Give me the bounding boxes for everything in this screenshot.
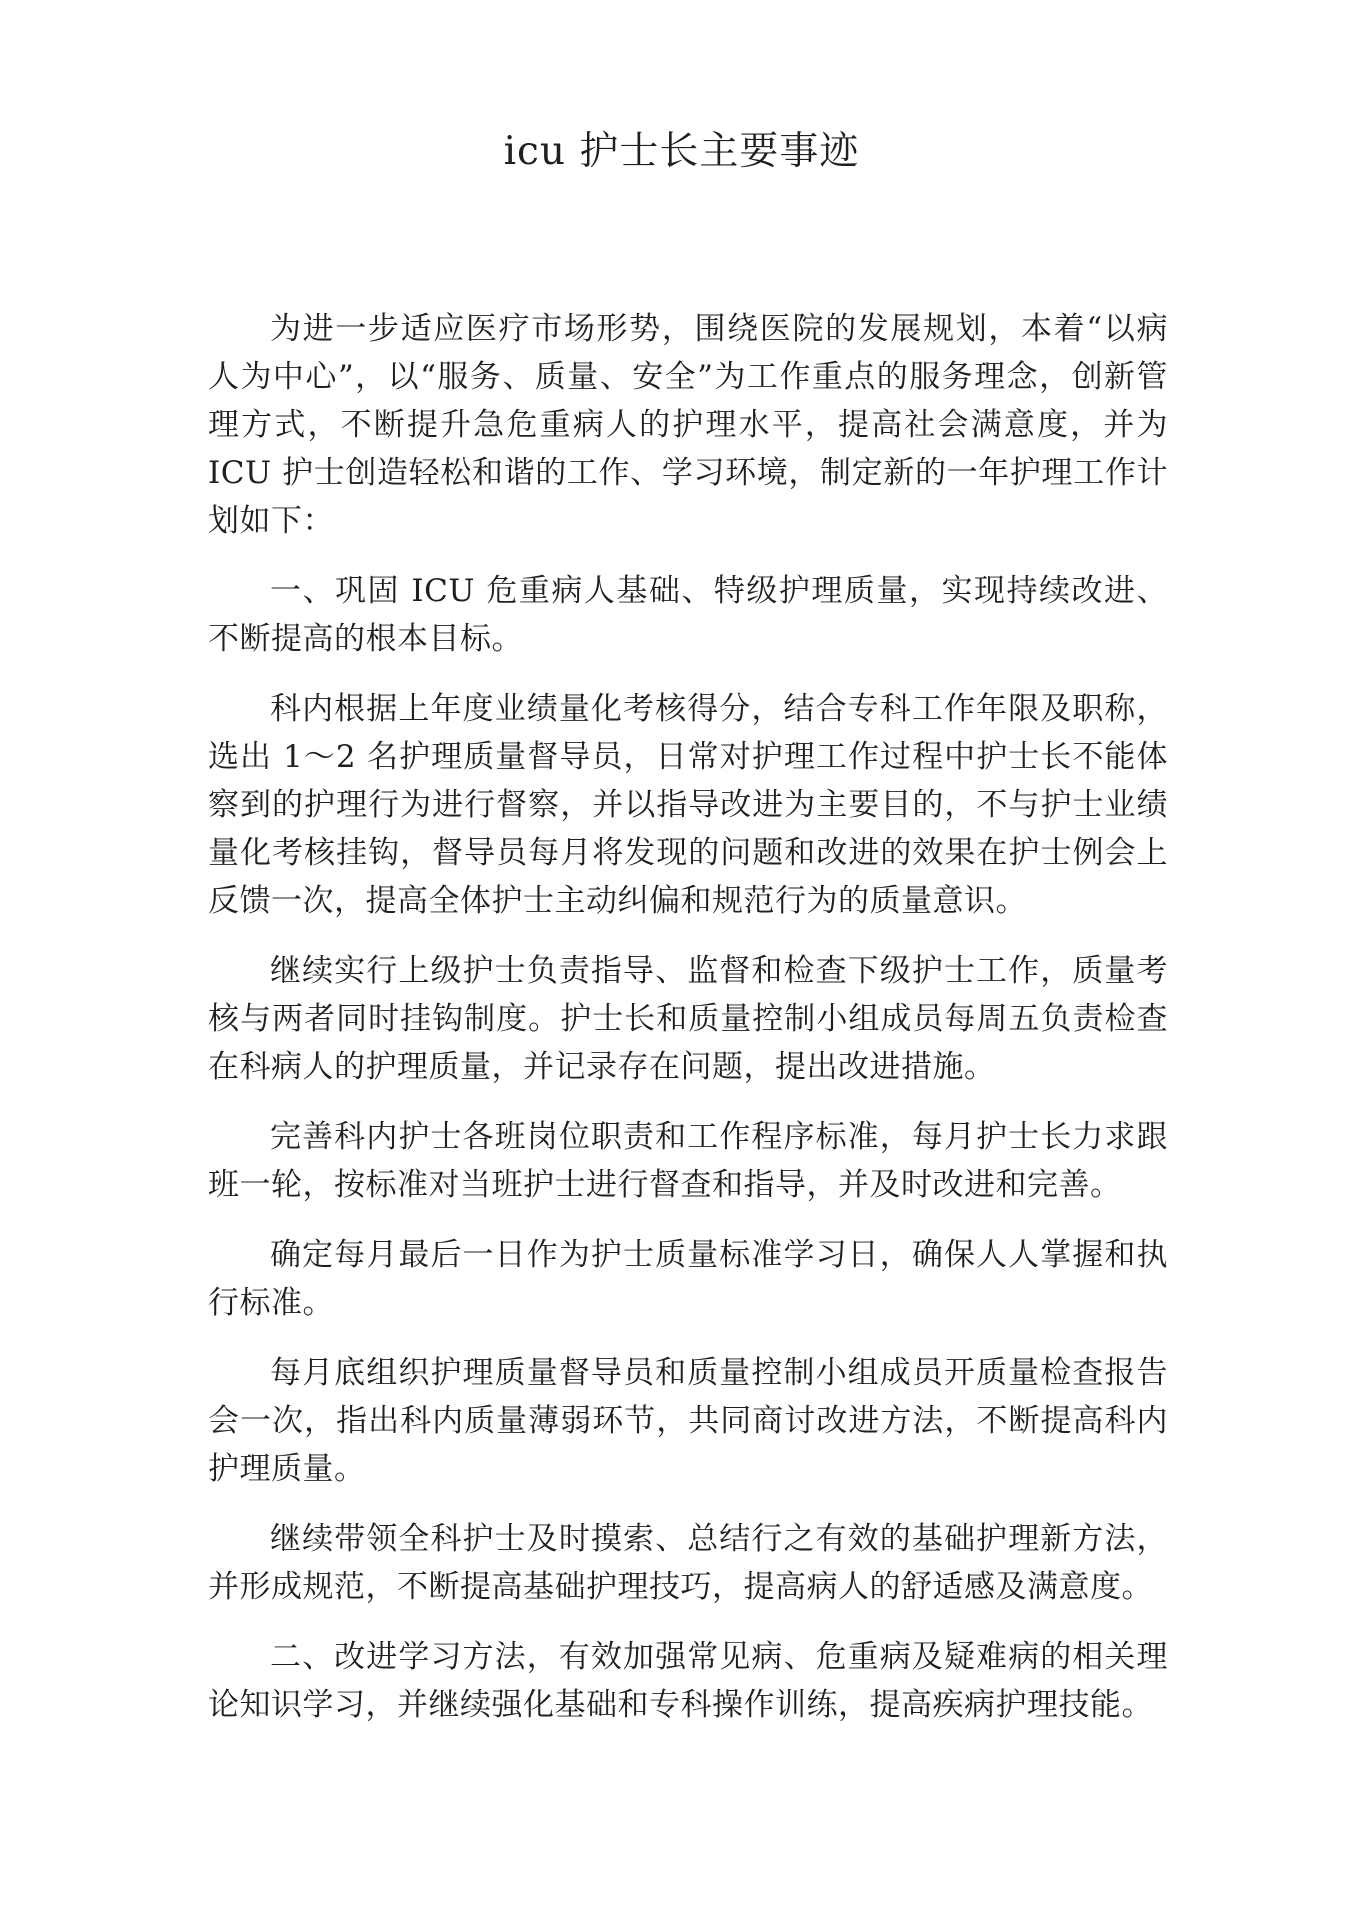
document-title: icu 护士长主要事迹 — [503, 129, 860, 174]
paragraph: 继续带领全科护士及时摸索、总结行之有效的基础护理新方法，并形成规范，不断提高基础护理技巧，提高病人的舒适感及满意度。 — [208, 1521, 1168, 1605]
paragraph: 继续实行上级护士负责指导、监督和检查下级护士工作，质量考核与两者同时挂钩制度。护士长和质量控制小组成员每周五负责检查在科病人的护理质量，并记录存在问题，提出改进措施。 — [208, 953, 1168, 1085]
section-heading-2: 二、改进学习方法，有效加强常见病、危重病及疑难病的相关理论知识学习，并继续强化基础和专科操作训练，提高疾病护理技能。 — [208, 1639, 1168, 1723]
paragraph: 每月底组织护理质量督导员和质量控制小组成员开质量检查报告会一次，指出科内质量薄弱环节，共同商讨改进方法，不断提高科内护理质量。 — [208, 1355, 1168, 1487]
paragraph: 科内根据上年度业绩量化考核得分，结合专科工作年限及职称，选出 1～2 名护理质量督导员，日常对护理工作过程中护士长不能体察到的护理行为进行督察，并以指导改进为主要目的，不与护士业绩量化考核挂钩，督导员每月将发现的问题和改进的效果在护士例会上反馈一次，提高全体护士主动纠偏和规范行为的质量意识。 — [208, 691, 1168, 919]
paragraph-intro: 为进一步适应医疗市场形势，围绕医院的发展规划，本着“以病人为中心”，以“服务、质量、安全”为工作重点的服务理念，创新管理方式，不断提升急危重病人的护理水平，提高社会满意度，并为 ICU 护士创造轻松和谐的工作、学习环境，制定新的一年护理工作计划如下： — [208, 311, 1168, 539]
paragraph: 完善科内护士各班岗位职责和工作程序标准，每月护士长力求跟班一轮，按标准对当班护士进行督查和指导，并及时改进和完善。 — [208, 1119, 1168, 1203]
document-body — [208, 305, 1168, 1751]
paragraph: 确定每月最后一日作为护士质量标准学习日，确保人人掌握和执行标准。 — [208, 1237, 1168, 1321]
section-heading-1: 一、巩固 ICU 危重病人基础、特级护理质量，实现持续改进、不断提高的根本目标。 — [208, 573, 1168, 657]
